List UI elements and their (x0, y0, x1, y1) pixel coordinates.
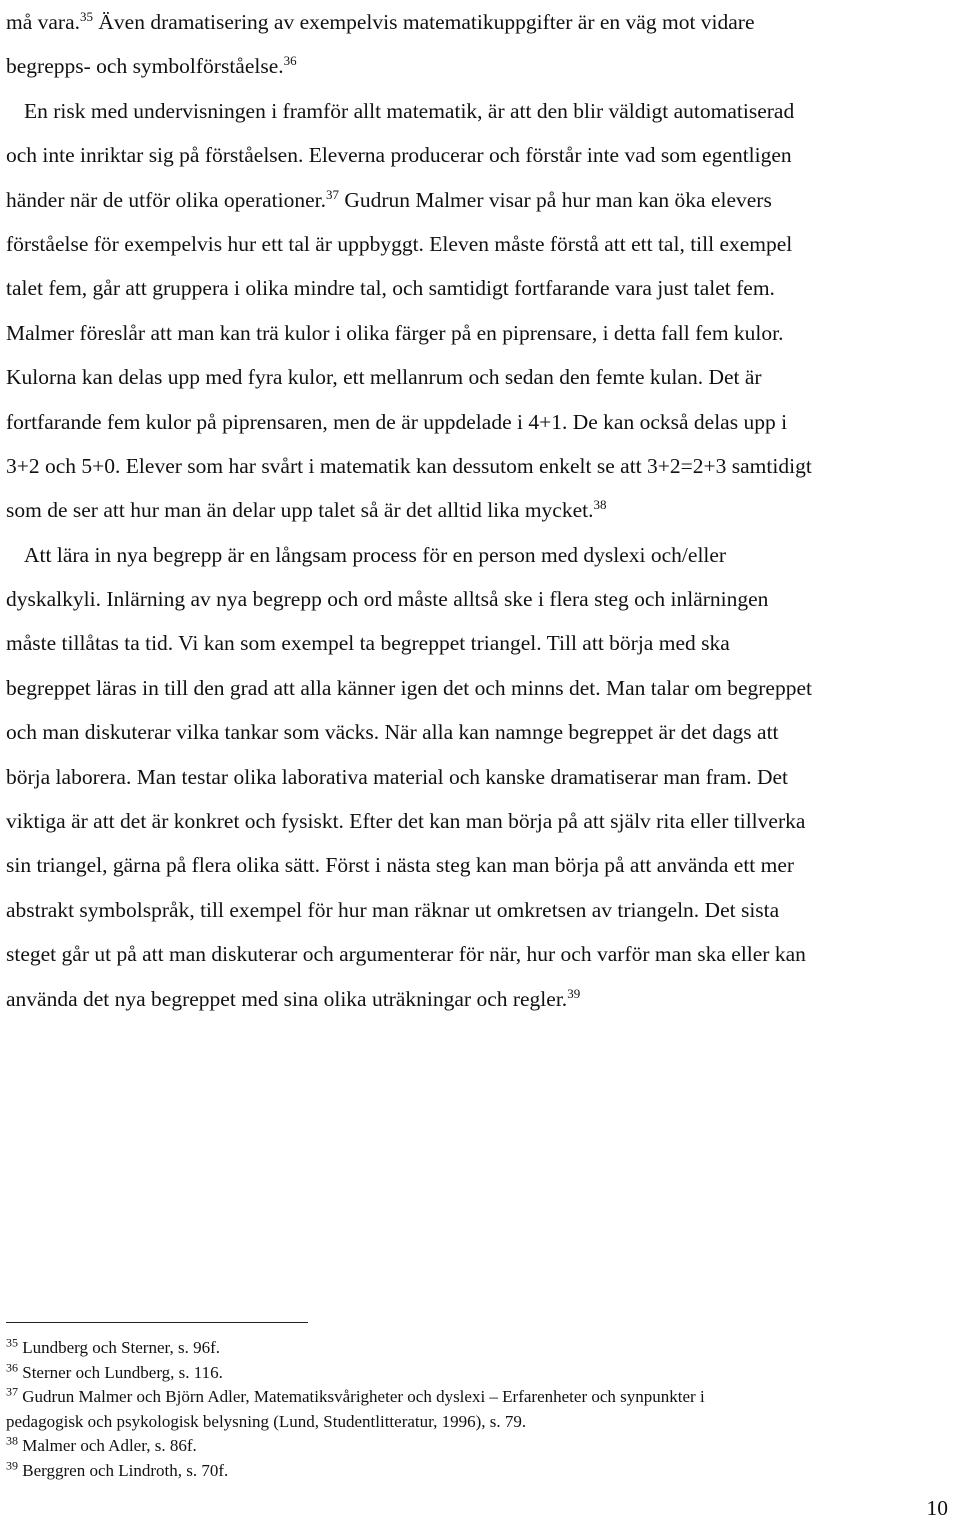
footnote: $^{37}$ Gudrun Malmer och Björn Adler, Matematiksvårigheter och dyslexi – Erfarenheter och synpunkter i (6, 1384, 705, 1407)
text-line: 3+2 och 5+0. Elever som har svårt i matematik kan dessutom enkelt se att 3+2=2+3 samtidigt (6, 453, 812, 478)
footnote-ref[interactable]: 39 (567, 985, 581, 1001)
footnote-number: 39 (6, 1458, 18, 1473)
footnote-number: 36 (6, 1359, 18, 1374)
footnote: $^{39}$ Berggren och Lindroth, s. 70f. (6, 1458, 229, 1480)
footnote-number: 38 (6, 1433, 18, 1448)
text-line: begreppet läras in till den grad att alla känner igen det och minns det. Man talar om begreppet (6, 675, 812, 700)
text-line: dyskalkyli. Inlärning av nya begrepp och ord måste alltså ske i flera steg och inlärningen (6, 587, 769, 612)
footnote-ref[interactable]: 38 (593, 497, 607, 513)
footnote: $^{36}$ Sterner och Lundberg, s. 116. (6, 1359, 223, 1382)
text-line: och inte inriktar sig på förståelsen. Eleverna producerar och förstår inte vad som egentligen (6, 143, 792, 168)
text-line: händer när de utför olika operationer.$^{37}$ Gudrun Malmer visar på hur man kan öka elevers (6, 186, 772, 212)
text-line: viktiga är att det är konkret och fysiskt. Efter det kan man börja på att själv rita eller tillverka (6, 809, 806, 834)
footnote-number: 37 (6, 1384, 18, 1399)
footnote-number: 35 (6, 1335, 18, 1350)
footnote: $^{38}$ Malmer och Adler, s. 86f. (6, 1433, 197, 1456)
text-line: steget går ut på att man diskuterar och argumenterar för när, hur och varför man ska eller kan (6, 942, 806, 967)
text-line: En risk med undervisningen i framför allt matematik, är att den blir väldigt automatiserad (24, 98, 795, 123)
body-text (6, 0, 954, 1021)
page-number: 10 (926, 1496, 948, 1520)
footnotes (6, 1336, 946, 1484)
footnote: $^{35}$ Lundberg och Sterner, s. 96f. (6, 1335, 221, 1357)
text-line: må vara.$^{35}$ Även dramatisering av exempelvis matematikuppgifter är en väg mot vidare (6, 8, 755, 34)
footnote-ref[interactable]: 36 (283, 53, 297, 69)
text-line: måste tillåtas ta tid. Vi kan som exempel ta begreppet triangel. Till att börja med ska (6, 631, 730, 656)
text-line: Att lära in nya begrepp är en långsam process för en person med dyslexi och/eller (24, 542, 727, 567)
footnote-ref[interactable]: 37 (325, 186, 339, 202)
text-line: Kulorna kan delas upp med fyra kulor, ett mellanrum och sedan den femte kulan. Det är (6, 365, 762, 390)
text-line: abstrakt symbolspråk, till exempel för hur man räknar ut omkretsen av triangeln. Det sista (6, 897, 780, 922)
text-line: fortfarande fem kulor på piprensaren, men de är uppdelade i 4+1. De kan också delas upp i (6, 409, 788, 434)
text-line: sin triangel, gärna på flera olika sätt. Först i nästa steg kan man börja på att använda ett mer (6, 853, 795, 878)
text-line: använda det nya begreppet med sina olika uträkningar och regler.$^{39}$ (6, 985, 581, 1011)
footnote-ref[interactable]: 35 (80, 8, 94, 24)
text-line: börja laborera. Man testar olika laborativa material och kanske dramatiserar man fram. Det (6, 764, 789, 789)
footnote-divider (6, 1322, 308, 1323)
text-line: och man diskuterar vilka tankar som väcks. När alla kan namnge begreppet är det dags att (6, 720, 779, 745)
text-line: förståelse för exempelvis hur ett tal är uppbyggt. Eleven måste förstå att ett tal, till exempel (6, 231, 793, 256)
text-line: som de ser att hur man än delar upp talet så är det alltid lika mycket.$^{38}$ (6, 497, 607, 523)
text-line: Malmer föreslår att man kan trä kulor i olika färger på en piprensare, i detta fall fem kulor. (6, 320, 784, 345)
footnote-continuation: pedagogisk och psykologisk belysning (Lund, Studentlitteratur, 1996), s. 79. (6, 1411, 527, 1431)
text-line: begrepps- och symbolförståelse.$^{36}$ (6, 53, 297, 79)
text-line: talet fem, går att gruppera i olika mindre tal, och samtidigt fortfarande vara just talet fem. (6, 276, 775, 301)
